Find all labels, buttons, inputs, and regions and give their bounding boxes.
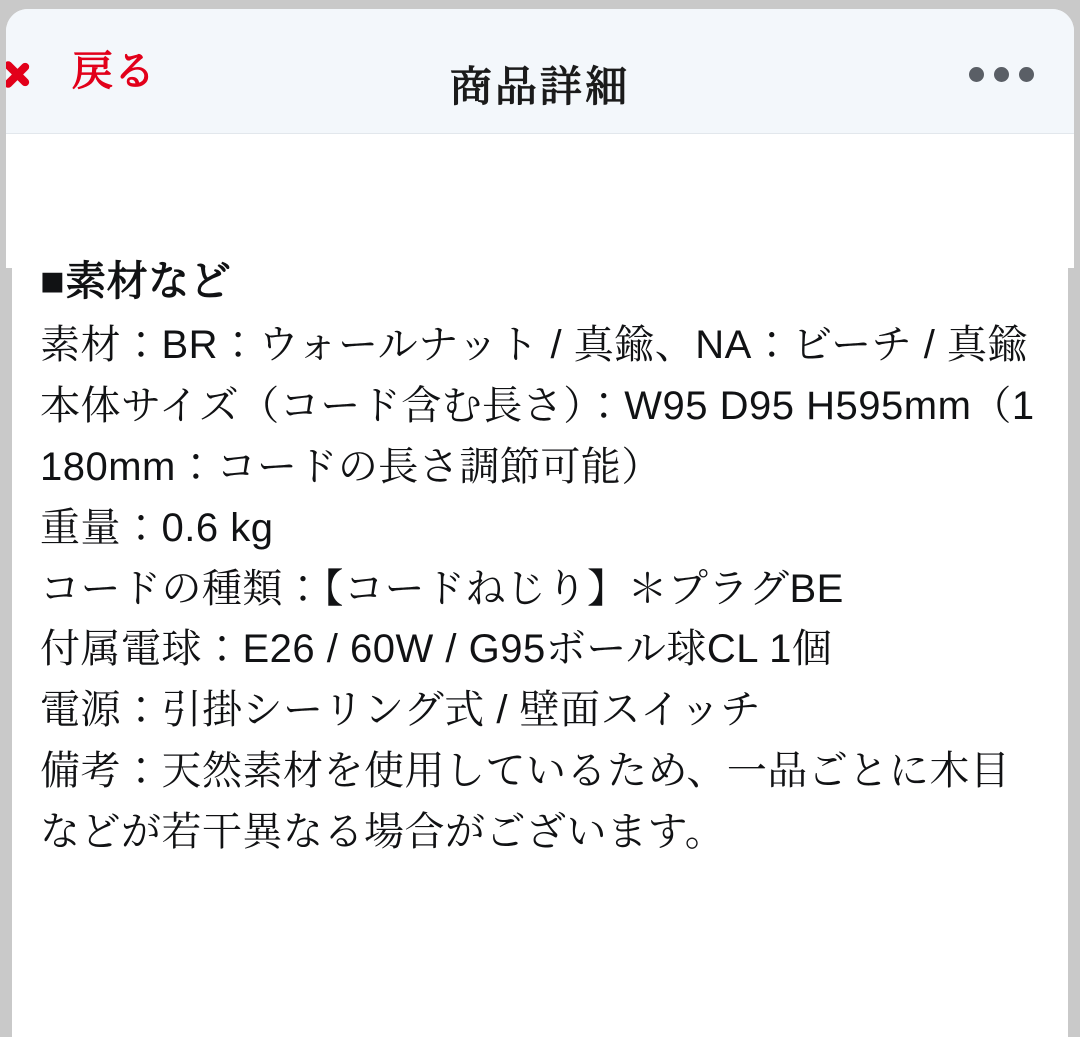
spec-line: 本体サイズ（コード含む長さ）：W95 D95 H595mm（1180mm：コードの長さ調節可能）	[40, 384, 1035, 490]
spec-line: 電源：引掛シーリング式 / 壁面スイッチ	[40, 688, 761, 733]
more-dot-1	[969, 67, 984, 82]
app-window	[6, 9, 1074, 1037]
back-button-label: 戻る	[72, 47, 156, 94]
spec-line: 素材：BR：ウォールナット / 真鍮、NA：ビーチ / 真鍮	[40, 323, 1029, 368]
spec-line: 付属電球：E26 / 60W / G95ボール球CL 1個	[40, 627, 833, 672]
product-detail-text	[40, 134, 1040, 863]
more-dot-2	[994, 67, 1009, 82]
more-dot-3	[1019, 67, 1034, 82]
page-title: 商品詳細	[449, 63, 630, 110]
more-horizontal-icon[interactable]	[969, 67, 1034, 82]
section-heading: ■素材など	[40, 258, 232, 304]
content-area	[6, 134, 1074, 1037]
page-edge-left	[6, 268, 12, 1037]
spec-line: コードの種類：【コードねじり】＊プラグBE	[40, 566, 844, 611]
spec-line: 備考：天然素材を使用しているため、一品ごとに木目などが若干異なる場合がございます。	[40, 749, 1011, 854]
page-edge-right	[1068, 268, 1074, 1037]
navigation-bar	[6, 9, 1074, 134]
spec-line: 重量：0.6 kg	[40, 505, 274, 550]
